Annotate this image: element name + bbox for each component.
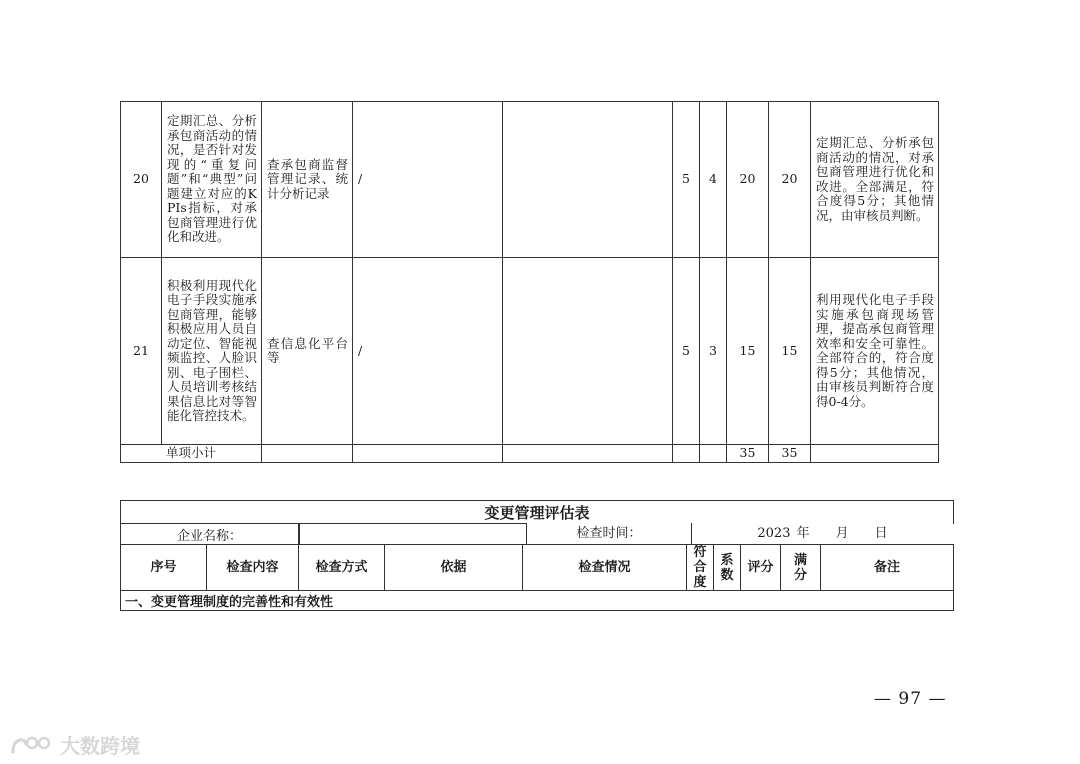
empty-cell (673, 445, 700, 463)
check-situation (503, 258, 673, 445)
row-number: 20 (121, 102, 162, 258)
check-content: 积极利用现代化电子手段实施承包商管理，能够积极应用人员自动定位、智能视频监控、人脸识别、电子围栏、人员培训考核结果信息比对等智能化管控技术。 (162, 258, 262, 445)
header-conformity: 符合度 (687, 545, 714, 591)
header-score: 评分 (741, 545, 781, 591)
coefficient-value: 3 (700, 258, 727, 445)
company-name-label: 企业名称： (121, 524, 299, 545)
time-label: 检查时间： (526, 523, 691, 544)
header-situation: 检查情况 (523, 545, 687, 591)
empty-cell (700, 445, 727, 463)
header-content: 检查内容 (207, 545, 299, 591)
full-score-value: 20 (769, 102, 811, 258)
subtotal-full: 35 (769, 445, 811, 463)
watermark-logo-icon (10, 734, 54, 756)
company-name-value (299, 524, 687, 545)
header-remark: 备注 (821, 545, 954, 591)
check-method: 查承包商监督管理记录、统计分析记录 (262, 102, 353, 258)
header-no: 序号 (121, 545, 207, 591)
header-coefficient: 系数 (714, 545, 741, 591)
table-row (121, 102, 939, 258)
empty-cell (811, 445, 939, 463)
conformity-value: 5 (673, 258, 700, 445)
full-score-value: 15 (769, 258, 811, 445)
score-value: 15 (727, 258, 769, 445)
check-basis: / (353, 258, 503, 445)
empty-cell (262, 445, 353, 463)
header-method: 检查方式 (299, 545, 385, 591)
remark: 定期汇总、分析承包商活动的情况，对承包商管理进行优化和改进。全部满足，符合度得5分；其他情况，由审核员判断。 (811, 102, 939, 258)
page-number: — 97 — (874, 689, 947, 709)
check-method: 查信息化平台等 (262, 258, 353, 445)
subtotal-row (121, 445, 939, 463)
remark: 利用现代化电子手段实施承包商现场管理，提高承包商管理效率和安全可靠性。全部符合的，符合度得5分；其他情况，由审核员判断符合度得0-4分。 (811, 258, 939, 445)
contractor-assessment-table (120, 101, 939, 463)
time-value: 2023 年 月 日 (691, 523, 953, 544)
empty-cell (503, 445, 673, 463)
watermark (10, 730, 140, 759)
table-row (121, 258, 939, 445)
coefficient-value: 4 (700, 102, 727, 258)
table-title: 变更管理评估表 (121, 501, 954, 524)
subtotal-score: 35 (727, 445, 769, 463)
empty-cell (353, 445, 503, 463)
check-content: 定期汇总、分析承包商活动的情况，是否针对发现的“重复问题”和“典型”问题建立对应的KPIs指标，对承包商管理进行优化和改进。 (162, 102, 262, 258)
header-full: 满分 (781, 545, 821, 591)
row-number: 21 (121, 258, 162, 445)
watermark-text: 大数跨境 (60, 734, 140, 758)
check-basis: / (353, 102, 503, 258)
check-situation (503, 102, 673, 258)
subtotal-label: 单项小计 (121, 445, 262, 463)
change-management-table (120, 500, 954, 611)
header-basis: 依据 (385, 545, 523, 591)
conformity-value: 5 (673, 102, 700, 258)
score-value: 20 (727, 102, 769, 258)
section-heading: 一、变更管理制度的完善性和有效性 (121, 591, 954, 611)
